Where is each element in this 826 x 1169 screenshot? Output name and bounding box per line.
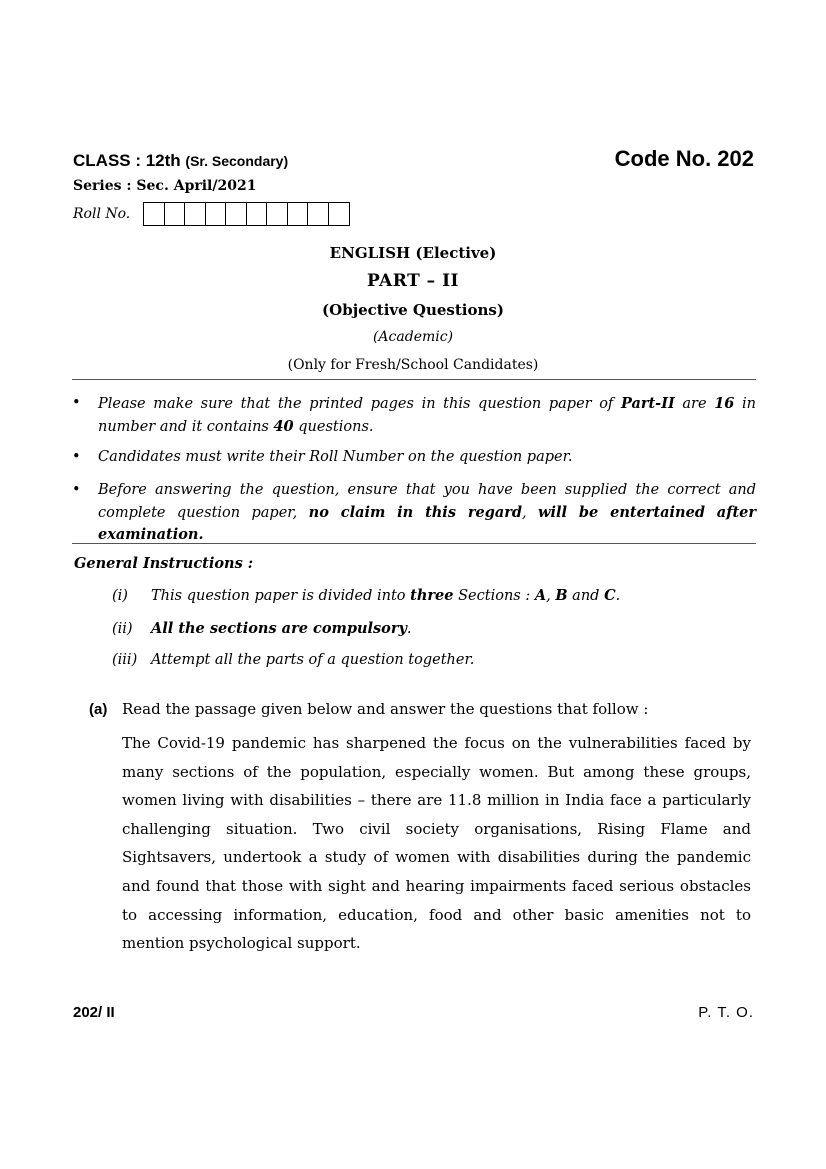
subject-title: ENGLISH (Elective) bbox=[329, 244, 497, 262]
instruction-number: (i) bbox=[112, 588, 128, 604]
note-item bbox=[72, 447, 756, 469]
bullet-icon: • bbox=[72, 449, 81, 465]
note-text: Candidates must write their Roll Number on the question paper. bbox=[98, 449, 573, 465]
roll-number-box[interactable] bbox=[329, 203, 350, 225]
roll-number-boxes bbox=[143, 202, 350, 226]
general-instructions-title: General Instructions : bbox=[74, 555, 254, 572]
roll-number-box[interactable] bbox=[288, 203, 309, 225]
candidates-label: (Only for Fresh/School Candidates) bbox=[287, 357, 539, 373]
series-label: Series : Sec. April/2021 bbox=[73, 178, 257, 194]
note-item bbox=[72, 393, 756, 438]
class-line bbox=[73, 151, 288, 171]
divider bbox=[72, 543, 756, 544]
objective-title: (Objective Questions) bbox=[322, 301, 504, 319]
bullet-icon: • bbox=[72, 395, 81, 411]
class-sub-label: (Sr. Secondary) bbox=[185, 153, 289, 169]
roll-number-box[interactable] bbox=[206, 203, 227, 225]
question-label: (a) bbox=[89, 701, 108, 718]
instruction-item: (iii) Attempt all the parts of a question together. bbox=[112, 652, 475, 668]
roll-number-box[interactable] bbox=[308, 203, 329, 225]
roll-number-label: Roll No. bbox=[73, 206, 131, 222]
passage-text: The Covid-19 pandemic has sharpened the focus on the vulnerabilities faced by many sections of the population, especially women. But among these groups, women living with disabilities – there are 11.8 million in India face a particularly challenging situation. Two civil society organisations, Rising Flame and Sightsavers, undertook a study of women with disabilities during the pandemic and found that those with sight and hearing impairments faced serious obstacles to accessing information, education, food and other basic amenities not to mention psychological support. bbox=[122, 734, 751, 953]
instruction-number: (iii) bbox=[112, 652, 138, 668]
footer-code: 202/ II bbox=[73, 1004, 115, 1021]
note-text: Before answering the question, ensure that you have been supplied the correct and complete question paper, no claim in this regard, will be entertained after examination. bbox=[98, 482, 757, 543]
roll-number-box[interactable] bbox=[165, 203, 186, 225]
part-title: PART – II bbox=[367, 271, 459, 291]
question-intro: Read the passage given below and answer the questions that follow : bbox=[122, 700, 649, 718]
roll-number-box[interactable] bbox=[226, 203, 247, 225]
roll-number-box[interactable] bbox=[185, 203, 206, 225]
academic-label: (Academic) bbox=[372, 329, 454, 345]
code-number: Code No. 202 bbox=[614, 146, 754, 171]
divider bbox=[72, 379, 756, 380]
class-label: CLASS : 12th bbox=[73, 151, 181, 170]
note-item bbox=[72, 480, 756, 547]
footer-pto: P. T. O. bbox=[698, 1004, 754, 1021]
instruction-number: (ii) bbox=[112, 621, 133, 637]
roll-number-box[interactable] bbox=[267, 203, 288, 225]
roll-number-box[interactable] bbox=[247, 203, 268, 225]
instruction-item: (i) This question paper is divided into three Sections : A, B and C. bbox=[112, 587, 621, 604]
bullet-icon: • bbox=[72, 482, 81, 498]
instruction-item: (ii) All the sections are compulsory. bbox=[112, 620, 412, 637]
roll-number-box[interactable] bbox=[144, 203, 165, 225]
note-text: Please make sure that the printed pages in this question paper of Part-II are 16 in number and it contains 40 questions. bbox=[98, 395, 756, 435]
